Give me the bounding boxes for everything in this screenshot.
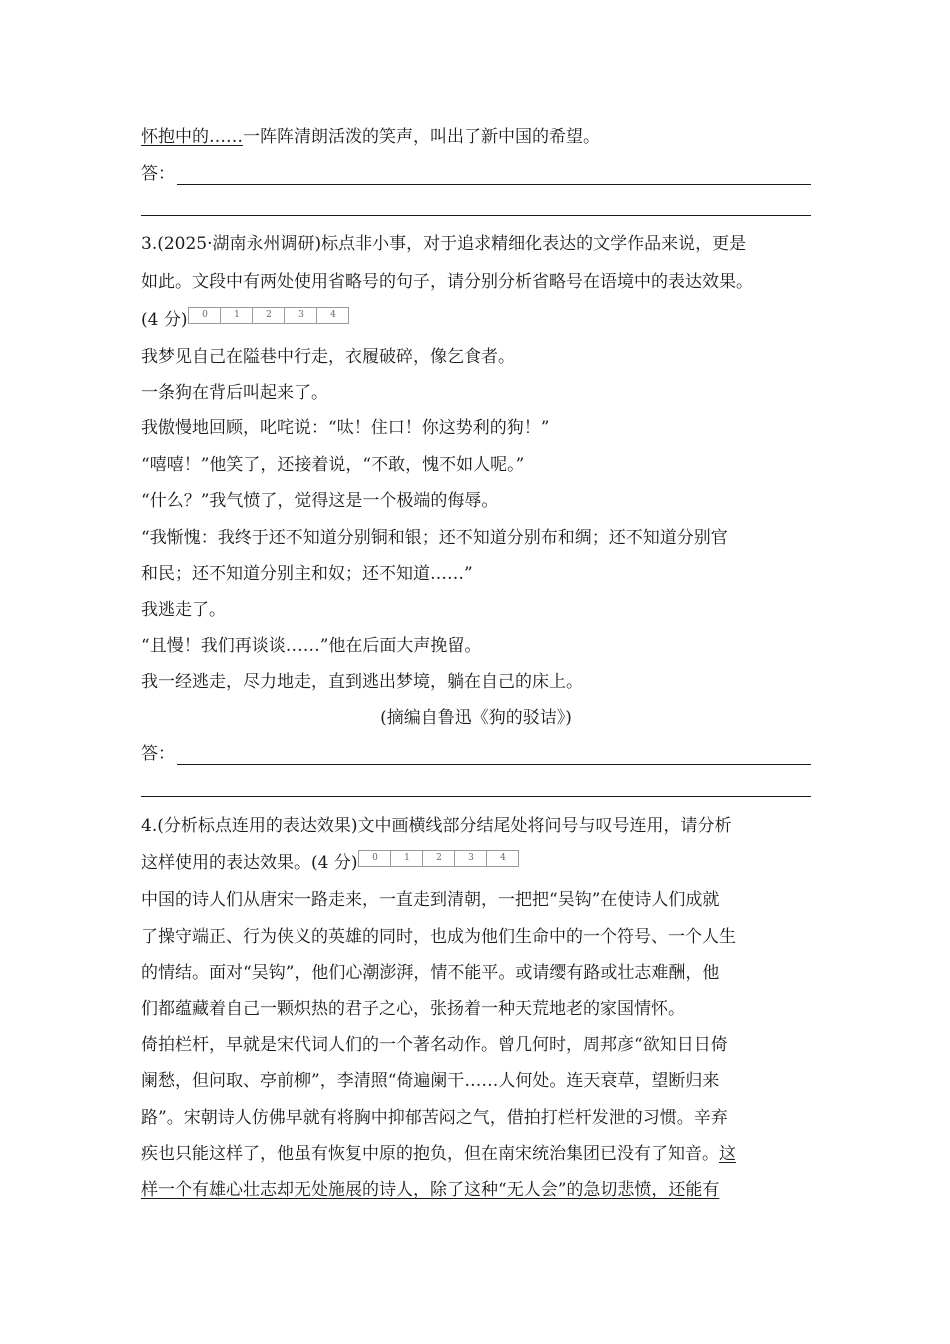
q4-passage-line: 中国的诗人们从唐宋一路走来，一直走到清朝，一把把“吴钩”在使诗人们成就 xyxy=(141,890,720,910)
q3-prompt-line-2: 如此。文段中有两处使用省略号的句子，请分别分析省略号在语境中的表达效果。 xyxy=(141,272,753,292)
q3-source: (摘编自鲁迅《狗的驳诘》) xyxy=(380,708,572,728)
q3-score-0[interactable]: 0 xyxy=(189,308,221,323)
q3-passage-line: 我逃走了。 xyxy=(141,600,226,620)
q3-score-4[interactable]: 4 xyxy=(330,310,336,320)
q3-score-boxes[interactable] xyxy=(188,307,349,324)
q4-underlined-text: 样一个有雄心壮志却无处施展的诗人，除了这种“无人会”的急切悲愤，还能有 xyxy=(141,1180,720,1200)
q3-passage-line: 和民；还不知道分别主和奴；还不知道……” xyxy=(141,564,473,584)
q3-answer-line-2[interactable] xyxy=(141,796,811,797)
q3-answer-line-1[interactable] xyxy=(177,747,811,765)
q2-underlined-text: 怀抱中的…… xyxy=(141,127,243,147)
q2-answer-line-1[interactable] xyxy=(177,167,811,185)
q4-prompt-line-2 xyxy=(141,853,519,874)
q3-prompt-line-1: 3.(2025·湖南永州调研)标点非小事，对于追求精细化表达的文学作品来说，更是 xyxy=(141,234,747,254)
q3-passage-line: “什么？”我气愤了，觉得这是一个极端的侮辱。 xyxy=(141,491,499,511)
q2-answer-line-2[interactable] xyxy=(141,215,811,216)
q3-passage-line: 我梦见自己在隘巷中行走，衣履破碎，像乞食者。 xyxy=(141,347,515,367)
q4-score-0[interactable]: 0 xyxy=(359,851,391,866)
q4-score-4[interactable]: 4 xyxy=(500,853,506,863)
q4-underlined-start: 这 xyxy=(719,1144,736,1164)
q4-passage-line: 倚拍栏杆，早就是宋代词人们的一个著名动作。曾几何时，周邦彦“欲知日日倚 xyxy=(141,1035,728,1055)
q3-passage-line: “且慢！我们再谈谈……”他在后面大声挽留。 xyxy=(141,636,482,656)
q3-passage-line: 我一经逃走，尽力地走，直到逃出梦境，躺在自己的床上。 xyxy=(141,672,583,692)
q3-points-line xyxy=(141,310,349,331)
q4-score-boxes[interactable] xyxy=(358,850,519,867)
q4-score-3[interactable]: 3 xyxy=(455,851,487,866)
q4-passage-line xyxy=(141,1144,736,1165)
q3-passage-line: 一条狗在背后叫起来了。 xyxy=(141,383,328,403)
q3-passage-line: 我傲慢地回顾，叱咤说：“呔！住口！你这势利的狗！” xyxy=(141,418,550,438)
q3-passage-line: “嘻嘻！”他笑了，还接着说，“不敢，愧不如人呢。” xyxy=(141,455,525,475)
q3-score-1[interactable]: 1 xyxy=(221,308,253,323)
q3-points: (4 分) xyxy=(141,310,188,330)
q3-answer-label: 答： xyxy=(141,744,175,764)
q2-tail-line xyxy=(141,127,600,148)
q4-score-1[interactable]: 1 xyxy=(391,851,423,866)
q2-tail-text: 一阵阵清朗活泼的笑声，叫出了新中国的希望。 xyxy=(243,127,600,147)
q4-passage-line: 的情结。面对“吴钩”，他们心潮澎湃，情不能平。或请缨有路或壮志难酬，他 xyxy=(141,963,720,983)
q4-prompt-text: 这样使用的表达效果。 xyxy=(141,853,311,873)
q4-points: (4 分) xyxy=(311,853,358,873)
q3-score-2[interactable]: 2 xyxy=(253,308,285,323)
q3-answer-row xyxy=(141,744,811,765)
q4-passage-line: 阑愁，但问取、亭前柳”，李清照“倚遍阑干……人何处。连天衰草，望断归来 xyxy=(141,1071,720,1091)
q4-score-2[interactable]: 2 xyxy=(423,851,455,866)
q2-answer-row xyxy=(141,164,811,185)
q4-passage-line: 们都蕴藏着自己一颗炽热的君子之心，张扬着一种天荒地老的家国情怀。 xyxy=(141,999,685,1019)
q3-score-3[interactable]: 3 xyxy=(285,308,317,323)
q4-passage-line: 了操守端正、行为侠义的英雄的同时，也成为他们生命中的一个符号、一个人生 xyxy=(141,927,736,947)
q4-passage-line: 路”。宋朝诗人仿佛早就有将胸中抑郁苦闷之气，借拍打栏杆发泄的习惯。辛弃 xyxy=(141,1108,728,1128)
q4-passage-line xyxy=(141,1180,719,1201)
q4-passage-text: 疾也只能这样了，他虽有恢复中原的抱负，但在南宋统治集团已没有了知音。 xyxy=(141,1144,719,1164)
q2-answer-label: 答： xyxy=(141,164,175,184)
q4-prompt-line-1: 4.(分析标点连用的表达效果)文中画横线部分结尾处将问号与叹号连用，请分析 xyxy=(141,816,732,836)
q3-passage-line: “我惭愧：我终于还不知道分别铜和银；还不知道分别布和绸；还不知道分别官 xyxy=(141,528,728,548)
